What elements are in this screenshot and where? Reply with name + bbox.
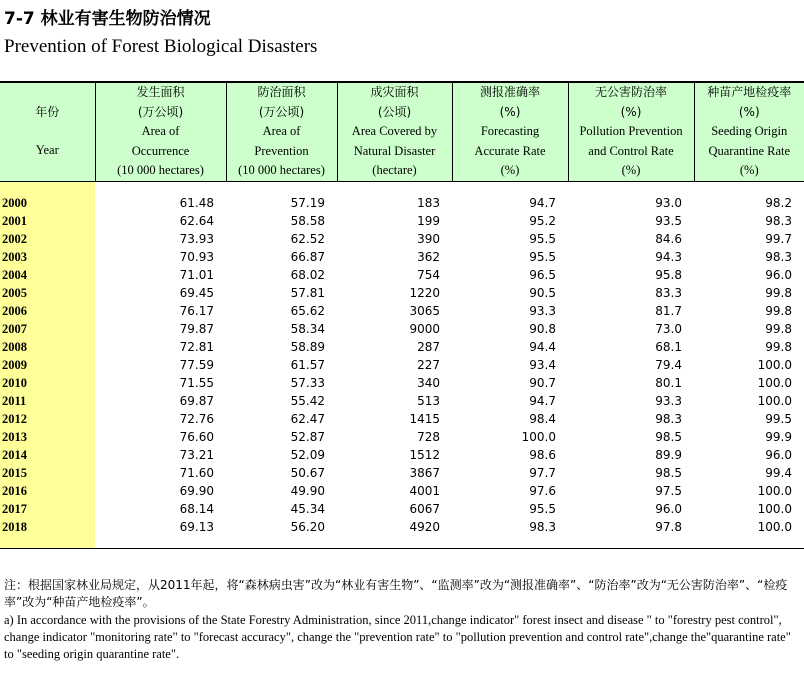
value-cell: 57.19 [290, 195, 325, 210]
column-header-3 [337, 82, 452, 181]
column-header-en-line: Seeding Origin [711, 124, 788, 138]
column-header-en-line: Area of [262, 124, 301, 138]
column-header-cn-line: 防治面积 [257, 85, 306, 99]
column-header-cn-line: (%) [738, 104, 760, 119]
value-cell: 1415 [409, 411, 440, 426]
column-header-0 [0, 82, 95, 181]
value-cell: 99.8 [765, 285, 792, 300]
value-cell: 62.64 [179, 213, 214, 228]
value-cell: 72.76 [179, 411, 214, 426]
year-cell: 2014 [0, 446, 95, 464]
value-cell: 58.58 [290, 213, 325, 228]
value-cell: 73.21 [179, 447, 214, 462]
value-cell: 68.1 [655, 339, 682, 354]
spacer-cell [452, 181, 568, 194]
value-cell: 65.62 [290, 303, 325, 318]
column-header-en-line: Occurrence [131, 143, 190, 158]
footnote-cn: 注：根据国家林业局规定，从2011年起，将“森林病虫害”改为“林业有害生物”、“监测率”改为“测报准确率”、“防治率”改为“无公害防治率”、“检疫率”改为“种苗产地检疫率”。 [4, 578, 788, 609]
table-row [0, 518, 804, 536]
value-cell: 58.89 [290, 339, 325, 354]
year-cell: 2006 [0, 302, 95, 320]
value-cell: 98.2 [765, 195, 792, 210]
value-cell: 100.0 [757, 501, 792, 516]
year-cell: 2016 [0, 482, 95, 500]
column-header-en-line: (%) [621, 163, 641, 177]
column-header-cn-line: 无公害防治率 [594, 85, 667, 99]
value-cell: 4001 [409, 483, 440, 498]
value-cell: 95.5 [529, 231, 556, 246]
value-cell: 100.0 [757, 483, 792, 498]
value-cell: 52.87 [290, 429, 325, 444]
column-header-cn-line: (%) [620, 104, 642, 119]
year-cell: 2012 [0, 410, 95, 428]
year-cell: 2002 [0, 230, 95, 248]
year-cell: 2001 [0, 212, 95, 230]
spacer-row [0, 181, 804, 194]
value-cell: 73.0 [655, 321, 682, 336]
value-cell: 90.7 [529, 375, 556, 390]
value-cell: 98.3 [655, 411, 682, 426]
value-cell: 68.02 [290, 267, 325, 282]
value-cell: 98.3 [765, 213, 792, 228]
value-cell: 90.8 [529, 321, 556, 336]
value-cell: 77.59 [179, 357, 214, 372]
column-header-en-line: Prevention [254, 143, 309, 158]
spacer-cell [95, 181, 226, 194]
value-cell: 57.33 [290, 375, 325, 390]
value-cell: 71.01 [179, 267, 214, 282]
value-cell: 66.87 [290, 249, 325, 264]
value-cell: 50.67 [290, 465, 325, 480]
table-row [0, 194, 804, 212]
value-cell: 56.20 [290, 519, 325, 534]
value-cell: 96.5 [529, 267, 556, 282]
column-header-en-line: Area Covered by [351, 124, 438, 138]
value-cell: 96.0 [655, 501, 682, 516]
value-cell: 99.9 [765, 429, 792, 444]
footnote-en: a) In accordance with the provisions of the State Forestry Administration, since 2011,change indicator" forest insect and disease " to "forestry pest control", change indicator "monitoring rate" to "forecast accuracy", change the "prevention rate" to "pollution prevention and control rate",change the"quarantine rate" to "seeding origin quarantine rate". [4, 613, 791, 661]
value-cell: 62.52 [290, 231, 325, 246]
column-header-cn-line: 测报准确率 [479, 85, 540, 99]
table-row [0, 248, 804, 266]
column-header-en-line: Accurate Rate [474, 143, 546, 158]
column-header-en-line: Natural Disaster [353, 143, 436, 158]
spacer-cell [452, 536, 568, 549]
page-title-en: Prevention of Forest Biological Disasters [4, 36, 318, 57]
value-cell: 69.13 [179, 519, 214, 534]
value-cell: 57.81 [290, 285, 325, 300]
value-cell: 99.8 [765, 321, 792, 336]
table-row [0, 356, 804, 374]
table-row [0, 374, 804, 392]
value-cell: 55.42 [290, 393, 325, 408]
spacer-cell [0, 536, 95, 549]
value-cell: 3065 [409, 303, 440, 318]
value-cell: 6067 [409, 501, 440, 516]
table-row [0, 428, 804, 446]
spacer-cell [95, 536, 226, 549]
value-cell: 1512 [409, 447, 440, 462]
value-cell: 227 [417, 357, 440, 372]
value-cell: 93.0 [655, 195, 682, 210]
value-cell: 72.81 [179, 339, 214, 354]
column-header-cn-line: (万公顷) [137, 104, 184, 119]
value-cell: 61.48 [179, 195, 214, 210]
value-cell: 52.09 [290, 447, 325, 462]
value-cell: 9000 [409, 321, 440, 336]
value-cell: 69.90 [179, 483, 214, 498]
table-row [0, 266, 804, 284]
year-cell: 2017 [0, 500, 95, 518]
column-header-cn-line: 成灾面积 [370, 85, 419, 99]
table-row [0, 338, 804, 356]
table-row [0, 284, 804, 302]
value-cell: 69.87 [179, 393, 214, 408]
value-cell: 97.6 [529, 483, 556, 498]
value-cell: 95.5 [529, 501, 556, 516]
value-cell: 513 [417, 393, 440, 408]
value-cell: 93.3 [655, 393, 682, 408]
value-cell: 95.8 [655, 267, 682, 282]
value-cell: 81.7 [655, 303, 682, 318]
value-cell: 100.0 [757, 375, 792, 390]
column-header-en-line: and Control Rate [588, 143, 674, 158]
column-header-6 [694, 82, 804, 181]
value-cell: 93.5 [655, 213, 682, 228]
year-cell: 2009 [0, 356, 95, 374]
table-row [0, 500, 804, 518]
column-header-cn-line: (万公顷) [258, 104, 305, 119]
value-cell: 94.3 [655, 249, 682, 264]
spacer-cell [226, 181, 337, 194]
value-cell: 99.4 [765, 465, 792, 480]
value-cell: 99.5 [765, 411, 792, 426]
table-row [0, 410, 804, 428]
value-cell: 80.1 [655, 375, 682, 390]
year-cell: 2008 [0, 338, 95, 356]
value-cell: 84.6 [655, 231, 682, 246]
value-cell: 3867 [409, 465, 440, 480]
value-cell: 96.0 [765, 447, 792, 462]
page-title-cn: 7-7 林业有害生物防治情况 [4, 9, 211, 29]
value-cell: 97.5 [655, 483, 682, 498]
value-cell: 199 [417, 213, 440, 228]
value-cell: 728 [417, 429, 440, 444]
value-cell: 68.14 [179, 501, 214, 516]
spacer-cell [568, 536, 694, 549]
spacer-cell [337, 181, 452, 194]
value-cell: 100.0 [757, 519, 792, 534]
value-cell: 69.45 [179, 285, 214, 300]
value-cell: 362 [417, 249, 440, 264]
value-cell: 90.5 [529, 285, 556, 300]
year-cell: 2011 [0, 392, 95, 410]
value-cell: 390 [417, 231, 440, 246]
value-cell: 71.60 [179, 465, 214, 480]
value-cell: 754 [417, 267, 440, 282]
column-header-en-line: Pollution Prevention [579, 124, 683, 138]
value-cell: 100.0 [521, 429, 556, 444]
column-header-5 [568, 82, 694, 181]
value-cell: 98.5 [655, 465, 682, 480]
value-cell: 76.60 [179, 429, 214, 444]
value-cell: 98.4 [529, 411, 556, 426]
value-cell: 58.34 [290, 321, 325, 336]
column-header-en-line: (%) [739, 163, 759, 177]
value-cell: 71.55 [179, 375, 214, 390]
value-cell: 97.7 [529, 465, 556, 480]
year-cell: 2013 [0, 428, 95, 446]
value-cell: 95.5 [529, 249, 556, 264]
value-cell: 97.8 [655, 519, 682, 534]
value-cell: 89.9 [655, 447, 682, 462]
year-cell: 2000 [0, 194, 95, 212]
column-header-en-line: (%) [500, 163, 520, 177]
column-header-cn-line: 种苗产地检疫率 [707, 85, 792, 99]
value-cell: 61.57 [290, 357, 325, 372]
spacer-cell [337, 536, 452, 549]
value-cell: 83.3 [655, 285, 682, 300]
column-header-4 [452, 82, 568, 181]
table-row [0, 446, 804, 464]
value-cell: 93.3 [529, 303, 556, 318]
column-header-en-line: (10 000 hectares) [117, 163, 204, 177]
value-cell: 73.93 [179, 231, 214, 246]
spacer-cell [0, 181, 95, 194]
spacer-row [0, 536, 804, 549]
column-header-en-line: (10 000 hectares) [238, 163, 325, 177]
value-cell: 98.3 [765, 249, 792, 264]
column-header-2 [226, 82, 337, 181]
column-header-en-line: Year [35, 143, 59, 158]
spacer-cell [694, 536, 804, 549]
column-header-cn-line: 年份 [35, 104, 60, 119]
value-cell: 99.8 [765, 303, 792, 318]
column-header-cn-line: (%) [499, 104, 521, 119]
year-cell: 2007 [0, 320, 95, 338]
year-cell: 2005 [0, 284, 95, 302]
value-cell: 1220 [409, 285, 440, 300]
table-body [0, 181, 804, 548]
table-row [0, 464, 804, 482]
value-cell: 79.87 [179, 321, 214, 336]
value-cell: 340 [417, 375, 440, 390]
value-cell: 70.93 [179, 249, 214, 264]
table-row [0, 392, 804, 410]
value-cell: 4920 [409, 519, 440, 534]
column-header-en-line: Quarantine Rate [708, 143, 791, 158]
table-row [0, 302, 804, 320]
value-cell: 96.0 [765, 267, 792, 282]
table-row [0, 212, 804, 230]
year-cell: 2018 [0, 518, 95, 536]
value-cell: 98.3 [529, 519, 556, 534]
year-cell: 2015 [0, 464, 95, 482]
value-cell: 79.4 [655, 357, 682, 372]
column-header-en-line: Area of [141, 124, 180, 138]
value-cell: 183 [417, 195, 440, 210]
table-row [0, 482, 804, 500]
value-cell: 99.8 [765, 339, 792, 354]
forest-disaster-table [0, 81, 804, 549]
spacer-cell [694, 181, 804, 194]
value-cell: 99.7 [765, 231, 792, 246]
value-cell: 93.4 [529, 357, 556, 372]
year-cell: 2010 [0, 374, 95, 392]
year-cell: 2004 [0, 266, 95, 284]
value-cell: 98.5 [655, 429, 682, 444]
table-row [0, 320, 804, 338]
value-cell: 49.90 [290, 483, 325, 498]
column-header-1 [95, 82, 226, 181]
year-cell: 2003 [0, 248, 95, 266]
value-cell: 100.0 [757, 357, 792, 372]
value-cell: 94.7 [529, 393, 556, 408]
value-cell: 95.2 [529, 213, 556, 228]
column-header-cn-line: 发生面积 [136, 85, 185, 99]
value-cell: 94.4 [529, 339, 556, 354]
spacer-cell [568, 181, 694, 194]
value-cell: 45.34 [290, 501, 325, 516]
value-cell: 287 [417, 339, 440, 354]
table-header-row [0, 82, 804, 181]
value-cell: 94.7 [529, 195, 556, 210]
value-cell: 98.6 [529, 447, 556, 462]
column-header-cn-line: (公顷) [377, 104, 412, 119]
value-cell: 62.47 [290, 411, 325, 426]
column-header-en-line: (hectare) [372, 163, 417, 177]
value-cell: 100.0 [757, 393, 792, 408]
column-header-en-line: Forecasting [480, 124, 540, 138]
spacer-cell [226, 536, 337, 549]
table-row [0, 230, 804, 248]
value-cell: 76.17 [179, 303, 214, 318]
